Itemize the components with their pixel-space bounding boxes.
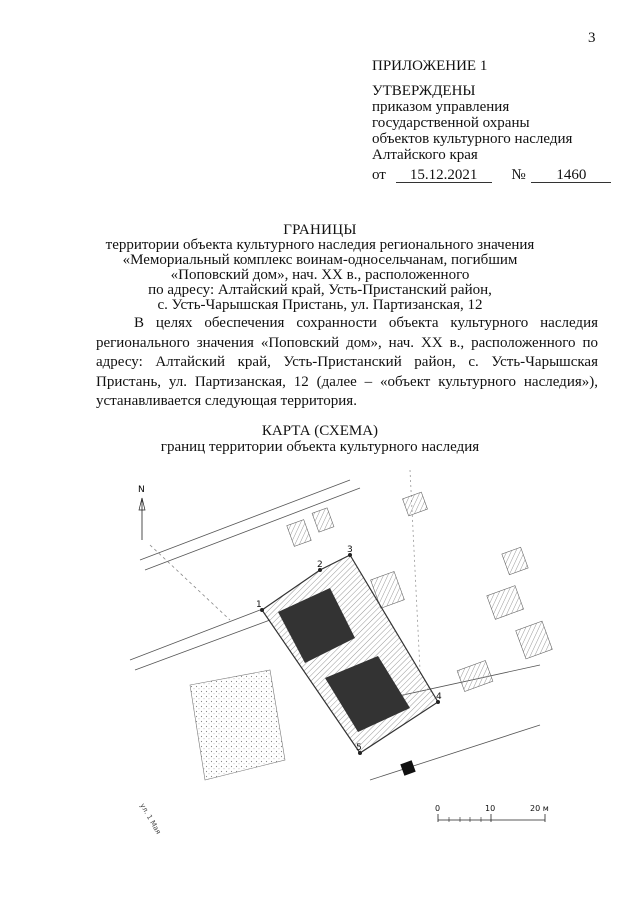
paragraph-text: В целях обеспечения сохранности объекта культурного наследия регионального значения «Поповский дом», нач. XX в., расположенного по адресу: Алтайский край, Усть-Пристанский район, с. Усть-Чарышская Пристань, ул. Партизанская, 12 (далее – «объект культурного наследия»), устанавливается следующая территория. — [96, 315, 598, 409]
subtitle-line: «Мемориальный комплекс воинам-односельчанам, погибшим — [122, 252, 518, 268]
street-label: ул. 1 Мая — [138, 802, 163, 836]
scale-label-20: 20 м — [530, 804, 549, 813]
point-label-1: 1 — [256, 600, 262, 610]
from-label: от — [372, 167, 386, 183]
point-label-3: 3 — [347, 545, 353, 555]
scale-label-0: 0 — [435, 804, 441, 813]
monument-block — [400, 760, 415, 775]
approval-block — [372, 58, 611, 183]
north-arrow-icon — [138, 485, 145, 540]
order-number: 1460 — [531, 168, 611, 183]
subtitle-line: с. Усть-Чарышская Пристань, ул. Партизанская, 12 — [157, 297, 483, 313]
point-label-4: 4 — [436, 692, 442, 702]
boundary-polygon — [262, 555, 438, 753]
point-label-2: 2 — [317, 560, 323, 570]
document-subtitle — [0, 238, 640, 313]
approved-label: УТВЕРЖДЕНЫ — [372, 83, 476, 99]
page-number: 3 — [588, 30, 596, 46]
approval-line: приказом управления — [372, 99, 510, 115]
scale-bar — [435, 804, 549, 822]
approval-line: объектов культурного наследия — [372, 131, 573, 147]
document-title: ГРАНИЦЫ — [283, 222, 357, 238]
order-date: 15.12.2021 — [396, 168, 492, 183]
order-row — [372, 167, 611, 183]
scale-label-10: 10 — [485, 804, 496, 813]
subtitle-line: «Поповский дом», нач. XX в., расположенного — [170, 267, 470, 283]
map-title: КАРТА (СХЕМА) — [261, 423, 379, 439]
number-label: № — [511, 167, 526, 183]
appendix-label: ПРИЛОЖЕНИЕ 1 — [372, 58, 488, 74]
body-paragraph — [96, 314, 598, 412]
subtitle-line: территории объекта культурного наследия регионального значения — [105, 237, 535, 253]
approval-line: Алтайского края — [372, 147, 478, 163]
dotted-area — [190, 670, 285, 780]
north-label: N — [138, 485, 145, 495]
approval-line: государственной охраны — [372, 115, 530, 131]
subtitle-line: по адресу: Алтайский край, Усть-Пристанский район, — [148, 282, 492, 298]
point-label-5: 5 — [356, 743, 362, 753]
boundary-map — [120, 470, 560, 850]
map-subtitle: границ территории объекта культурного наследия — [160, 439, 480, 455]
